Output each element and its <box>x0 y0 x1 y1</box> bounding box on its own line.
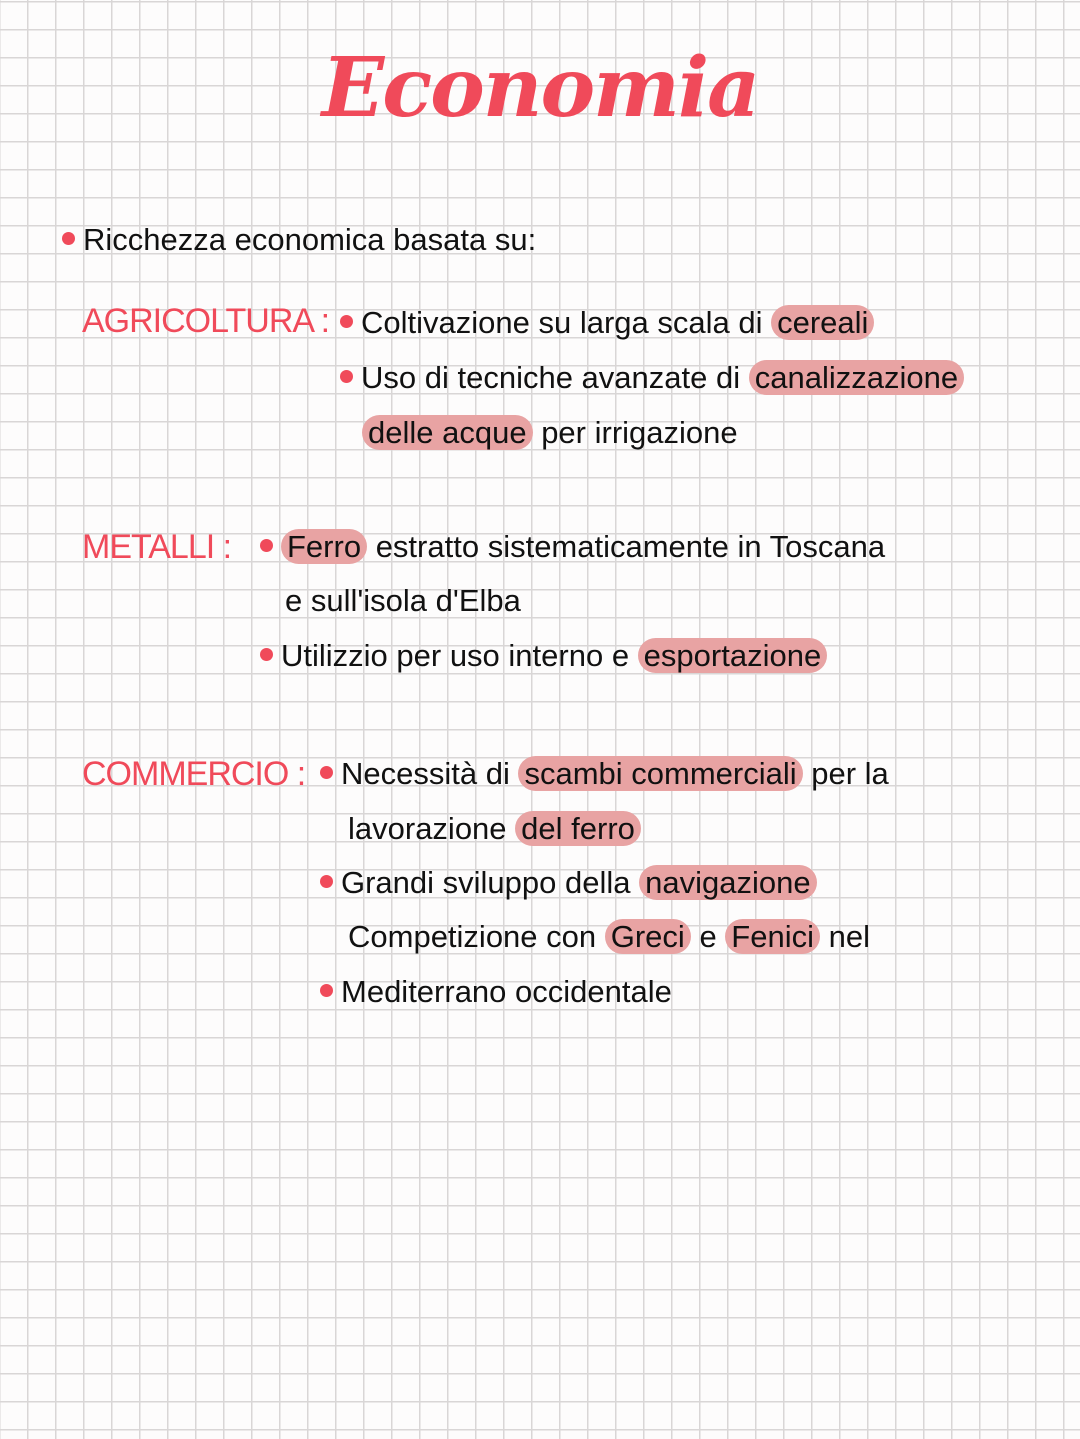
note-line <box>340 358 964 398</box>
highlighted-term: canalizzazione <box>749 360 964 395</box>
highlighted-term: cereali <box>771 305 874 340</box>
highlighted-term: navigazione <box>639 865 816 900</box>
note-text: Uso di tecniche avanzate di <box>361 360 749 395</box>
intro-line <box>62 220 536 260</box>
note-line <box>260 527 885 567</box>
highlighted-term: scambi commerciali <box>518 756 802 791</box>
note-line <box>320 754 889 794</box>
highlighted-term: del ferro <box>515 811 641 846</box>
note-text: Utilizzio per uso interno e <box>281 638 638 673</box>
highlighted-term: Ferro <box>281 529 367 564</box>
note-text: nel <box>820 919 870 954</box>
bullet-icon <box>260 539 273 552</box>
note-line <box>285 581 521 621</box>
note-text: Coltivazione su larga scala di <box>361 305 772 340</box>
bullet-icon <box>62 232 75 245</box>
note-text: estratto sistematicamente in Toscana <box>367 529 886 564</box>
bullet-icon <box>320 766 333 779</box>
note-line <box>348 917 870 957</box>
note-text: per irrigazione <box>532 415 738 450</box>
highlighted-term: delle acque <box>362 415 533 450</box>
note-text: Grandi sviluppo della <box>341 865 640 900</box>
bullet-icon <box>340 315 353 328</box>
note-text: lavorazione <box>348 811 516 846</box>
bullet-icon <box>320 875 333 888</box>
note-line <box>340 303 874 343</box>
note-line <box>320 863 817 903</box>
intro-text: Ricchezza economica basata su: <box>83 222 537 257</box>
bullet-icon <box>320 984 333 997</box>
bullet-icon <box>340 370 353 383</box>
note-text: Competizione con <box>348 919 605 954</box>
section-label: METALLI : <box>82 528 232 566</box>
note-text: per la <box>802 756 889 791</box>
highlighted-term: esportazione <box>638 638 828 673</box>
note-line <box>362 413 738 453</box>
note-text: e sull'isola d'Elba <box>285 583 521 618</box>
note-line <box>348 809 641 849</box>
bullet-icon <box>260 648 273 661</box>
note-text: e <box>690 919 726 954</box>
note-line <box>320 972 672 1012</box>
section-label: COMMERCIO : <box>82 755 306 793</box>
highlighted-term: Greci <box>605 919 691 954</box>
note-line <box>260 636 827 676</box>
section-label: AGRICOLTURA : <box>82 302 330 340</box>
page-title: Economia <box>321 40 759 136</box>
highlighted-term: Fenici <box>725 919 820 954</box>
note-text: Mediterrano occidentale <box>341 974 672 1009</box>
note-text: Necessità di <box>341 756 519 791</box>
